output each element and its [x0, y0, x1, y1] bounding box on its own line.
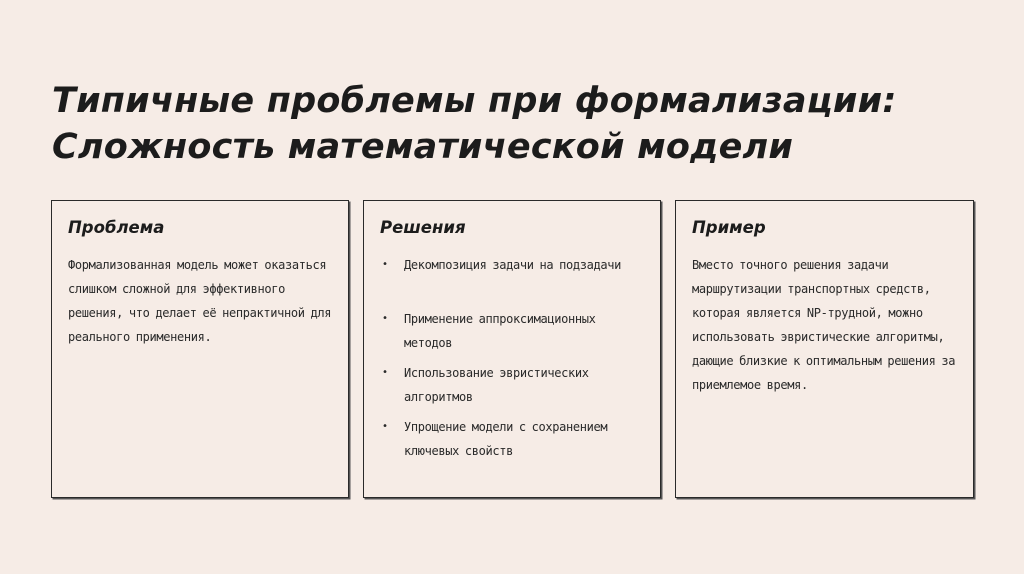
example-card: [675, 200, 974, 498]
solutions-card: [363, 200, 661, 498]
problem-text: Формализованная модель может оказаться слишком сложной для эффективного решения, что делает её непрактичной для реального применения.: [68, 258, 332, 344]
bullet-icon: •: [382, 367, 388, 378]
slide-title-line-2: Сложность математической модели: [52, 127, 794, 167]
solution-item-label: Применение аппроксимационных методов: [404, 312, 596, 350]
solution-item: [380, 361, 644, 409]
solution-item-label: Упрощение модели с сохранением ключевых свойств: [404, 420, 608, 458]
example-heading: Пример: [692, 218, 766, 237]
solutions-heading: Решения: [380, 218, 466, 237]
solution-item: [380, 307, 644, 355]
bullet-icon: •: [382, 259, 388, 270]
slide-title-line-1: Типичные проблемы при формализации:: [52, 81, 897, 121]
solution-item-label: Декомпозиция задачи на подзадачи: [404, 258, 621, 272]
problem-card: [51, 200, 349, 498]
solution-item-label: Использование эвристических алгоритмов: [404, 366, 589, 404]
solution-item: [380, 253, 644, 277]
slide-title: [52, 78, 992, 170]
solution-item: [380, 415, 644, 463]
problem-heading: Проблема: [68, 218, 165, 237]
example-text: Вместо точного решения задачи маршрутизации транспортных средств, которая является NP-трудной, можно использовать эвристические алгоритмы, дающие близкие к оптимальным решения за приемлемое время.: [692, 258, 956, 392]
bullet-icon: •: [382, 313, 388, 324]
bullet-icon: •: [382, 421, 388, 432]
solutions-list: [380, 253, 644, 463]
